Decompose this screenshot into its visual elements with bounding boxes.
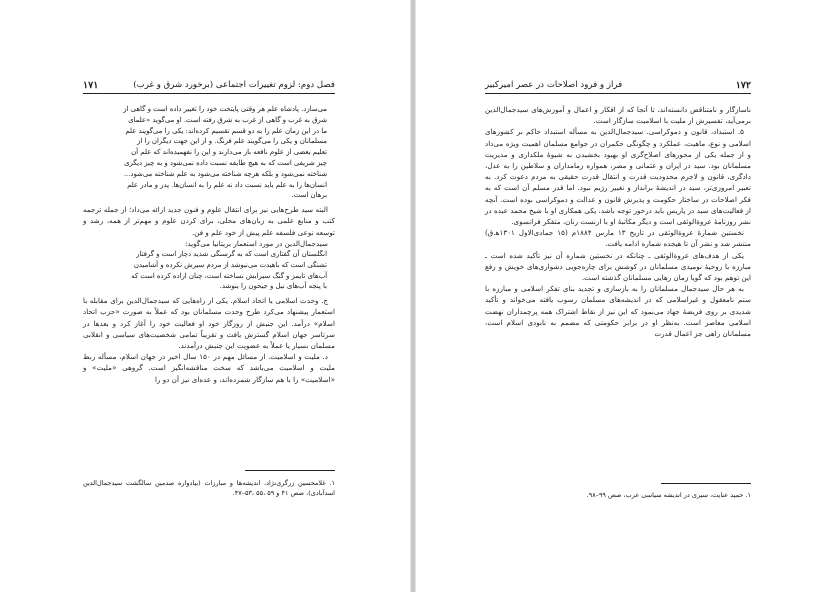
text-line: مسأله ربط ملیت و اسلامیت می‌باشد که سخت مناقشه‌انگیز است. گروهی	[83, 352, 335, 373]
left-page-header	[83, 78, 335, 92]
paragraph	[83, 351, 335, 385]
text-line: مقابله با استعمار پیشنهاد می‌کرد طرح وحدت مسلمانان بود که عملاً به	[83, 296, 335, 317]
right-page-header	[485, 78, 751, 92]
paragraph	[83, 295, 335, 351]
text-line: ناسازگار و نامتناقض دانسته‌اند، تا آنجا که از افکار و اعمال و آموزش‌های	[528, 105, 751, 114]
right-page	[416, 0, 826, 592]
text-line: مسلمانان و یکی را می‌گویند علم فرنگ. و از این جهت دیگران را از	[137, 137, 327, 146]
header-rule	[485, 93, 751, 94]
text-line: باشد، یکی همکاری او با شیخ محمد عبده در نشر روزنامهٔ عروةالوثقی است و	[485, 205, 751, 227]
text-line: انگلستان آن گفتاری است که به گرسنگی شدید دچار است و گرفتار	[136, 249, 327, 258]
text-line: یکی از هدف‌های عروةالوثقی ـ چنانکه در نخستین شماره آن نیز تأکید	[522, 250, 744, 260]
left-page	[0, 0, 410, 592]
text-line: دشواری‌های خویش و رفع این توهم بود که گویا زمان رهایی مسلمانان	[485, 261, 751, 283]
text-line: سید‌جمال‌الدین برمی‌آید، تفسیرش از ملیت با اسلامیت سازگار است.	[485, 105, 751, 126]
running-head: فراز و فرود اصلاحات در عصر امیرکبیر	[485, 80, 623, 90]
text-line: مسلمان اهمیت ویژه می‌داد و از جمله یکی از محورهای اصلاح‌گری او بهبود	[485, 138, 751, 159]
text-line: «ملیت» و «اسلامیت» را با هم سازگار شمرده‌اند، و عده‌ای نیز آن دو را	[83, 363, 335, 384]
text-line: شده است ـ مبارزه با روحیهٔ نومیدی مسلمانان در کوشش برای چاره‌جویی	[485, 250, 752, 271]
text-line: امروزی‌تر، سید در اندیشهٔ برانداز و تغییر رژیم نبود. اما قدر مسلم آن است	[501, 183, 735, 193]
text-line: ۱۳۰۱ه‍.ق) منتشر شد و نشر آن تا هیجده شماره ادامه یافت.	[485, 228, 751, 249]
text-line: شناخته نمی‌شود و بلکه هرچه شناخته می‌شود به علم شناخته می‌شود...	[123, 169, 327, 178]
text-line: البته سید طرح‌هایی نیز برای انتقال علوم و فنون جدید ارائه می‌داد؛ از	[118, 205, 328, 215]
text-line: ما در این زمان علم را به دو قسم تقسیم کرده‌اند: یکی را می‌گویند علم	[125, 126, 327, 135]
footnote-rule	[245, 470, 335, 471]
text-line: می‌سازد. پادشاه علم هر وقتی پایتخت خود را تغییر داده است و گاهی از	[123, 105, 327, 113]
footnote: ۱. حمید عنایت، سیری در اندیشه سیاسی عرب، صص ۹۹–۹۸.	[586, 491, 751, 499]
text-line: از همه، رشد و توسعه نوعی فلسفه علم پیش از خود علم و فن.	[83, 216, 335, 237]
text-line: شرق به غرب و گاهی از غرب به شرق رفته است. او می‌گوید «علمای	[128, 115, 327, 124]
left-page-body	[83, 104, 335, 385]
text-line: که به فکر اصلاحات در ساختار حکومت و پذیرش قانون و عدالت و	[485, 183, 751, 204]
quote-block	[83, 249, 335, 292]
paragraph	[83, 238, 335, 249]
paragraph	[485, 104, 751, 126]
text-line: چیز شریفی است که به هیچ طایفه نسبت داده نمی‌شود و به چیز دیگری	[124, 158, 327, 167]
text-line: و مبارزه با ستم نامعقول و غیراسلامی که در اندیشه‌های مسلمان رسوب یافته	[485, 284, 751, 305]
text-line: ج. وحدت اسلامی یا اتحاد اسلام. یکی از راه‌هایی که سید‌جمال‌الدین برای	[107, 296, 328, 306]
text-line: د. ملیت و اسلامیت. از مسائل مهم در ۱۵۰ سال اخیر در جهان اسلام،	[116, 352, 329, 362]
running-head: فصل دوم: لزوم تغییرات اجتماعی (برخورد شرق و غرب)	[133, 80, 335, 90]
paragraph	[485, 227, 751, 249]
text-line: شخصیت‌های سیاسی و انقلابی مسلمان بسیار یا عملاً به عضویت این جنبش	[83, 329, 335, 350]
text-line: تعلیم بعضی از علوم نافعه باز می‌دارند و این را نفهمیده‌اند که علم آن	[131, 148, 327, 157]
text-line: تشنگی است که باهیدت می‌نیوشد از مردم سیرش نکرده و آشامیدن	[133, 260, 327, 269]
page-number: ۱۷۲	[735, 79, 751, 91]
text-line: انسان‌ها را به علم باید نسبت داد نه علم را به انسان‌ها. پدر و مادر علم	[127, 180, 327, 189]
text-line: را آغاز کرد و بعدها در سرتاسر جهان اسلام گسترش یافت و تقریباً تمامی	[83, 318, 335, 339]
text-line: بخشیدن به شیوهٔ ملکداری و مدیریت مسلمانان بود. سید در ایران و عثمانی و	[485, 149, 751, 171]
text-line: کشورهای اسلامی و نوع، ماهیت، عملکرد و چگونگی حکمران در جوامع	[485, 127, 751, 148]
text-line: اشتراک همه پرچمداران نهضت اسلامی معاصر است. به‌نظر او در برابر	[485, 306, 751, 327]
text-line: صورت «حزب اتحاد اسلام» درآمد. این جنبش از روزگار خود او فعالیت خود	[83, 307, 335, 328]
text-line: نخستین شمارهٔ عروةالوثقی در تاریخ ۱۳ مارس ۱۸۸۴م (۱۵ جمادی‌الاول	[514, 228, 744, 238]
text-line: محدودیت قدرت و انتقال قدرت حقیقی به مردم دعوت کرد. به تعبیر	[485, 172, 752, 193]
footnote-rule	[661, 483, 751, 484]
paragraph	[485, 126, 751, 227]
text-line: گذشته است.	[581, 273, 621, 283]
text-line: درآمدند.	[178, 340, 203, 350]
text-line: مصر، همواره زمامداران و سلاطین را به عدل، دادگری، قانون و لاجرم	[485, 161, 751, 182]
text-line: دیگر مکاتبهٔ او با ارنست رنان، متفکر فرانسوی.	[511, 217, 652, 227]
text-line: حکومتی که مصمم به نابودی اسلام است، مسلمانان راهی جز اعمال قدرت	[485, 317, 751, 339]
text-line: با پنجه آب‌های نیل و جیحون را بنوشد.	[219, 282, 327, 291]
text-line: آب‌های تایمز و گنگ سیرابش نساخته است، چنان اراده کرده است که	[131, 271, 327, 280]
text-line: به هر حال سید‌جمال مسلمانان را به بازسازی و تجدید بنای تفکر اسلامی	[517, 284, 744, 294]
right-page-body	[485, 104, 751, 339]
text-line: می‌خواند و تأکید شدیدی بر روی فریضهٔ جهاد می‌نمود که این نیز از نقاط	[485, 295, 751, 316]
footnote: ۱. غلامحسین زرگری‌نژاد، اندیشه‌ها و مبارزات (بیادواره صدمین سالگشت سید‌جمال‌الدین اسدآبادی)، صص ۴۱ و ۵۹ ،۵۵ ،۵۳–۴۷.	[83, 479, 335, 497]
text-line: ۵. استبداد، قانون و دموکراسی. سید‌جمال‌الدین به مسأله استبداد حاکم بر	[513, 127, 744, 137]
text-line: سید‌جمال‌الدین در مورد استعمار بریتانیا می‌گوید:	[184, 238, 328, 248]
text-line: دموکراسی بوده است. آنچه از فعالیت‌های سید در پاریس باید درخور توجه	[485, 194, 751, 215]
paragraph	[485, 250, 751, 284]
paragraph	[83, 204, 335, 238]
text-line: جمله ترجمه کتب و منابع علمی به زبان‌های محلی، برای کردن علوم و مهم‌تر	[83, 205, 335, 226]
header-rule	[83, 93, 335, 94]
paragraph	[485, 283, 751, 339]
text-line: برهان است.	[291, 191, 327, 200]
page-number: ۱۷۱	[83, 79, 99, 91]
quote-block	[83, 104, 335, 201]
